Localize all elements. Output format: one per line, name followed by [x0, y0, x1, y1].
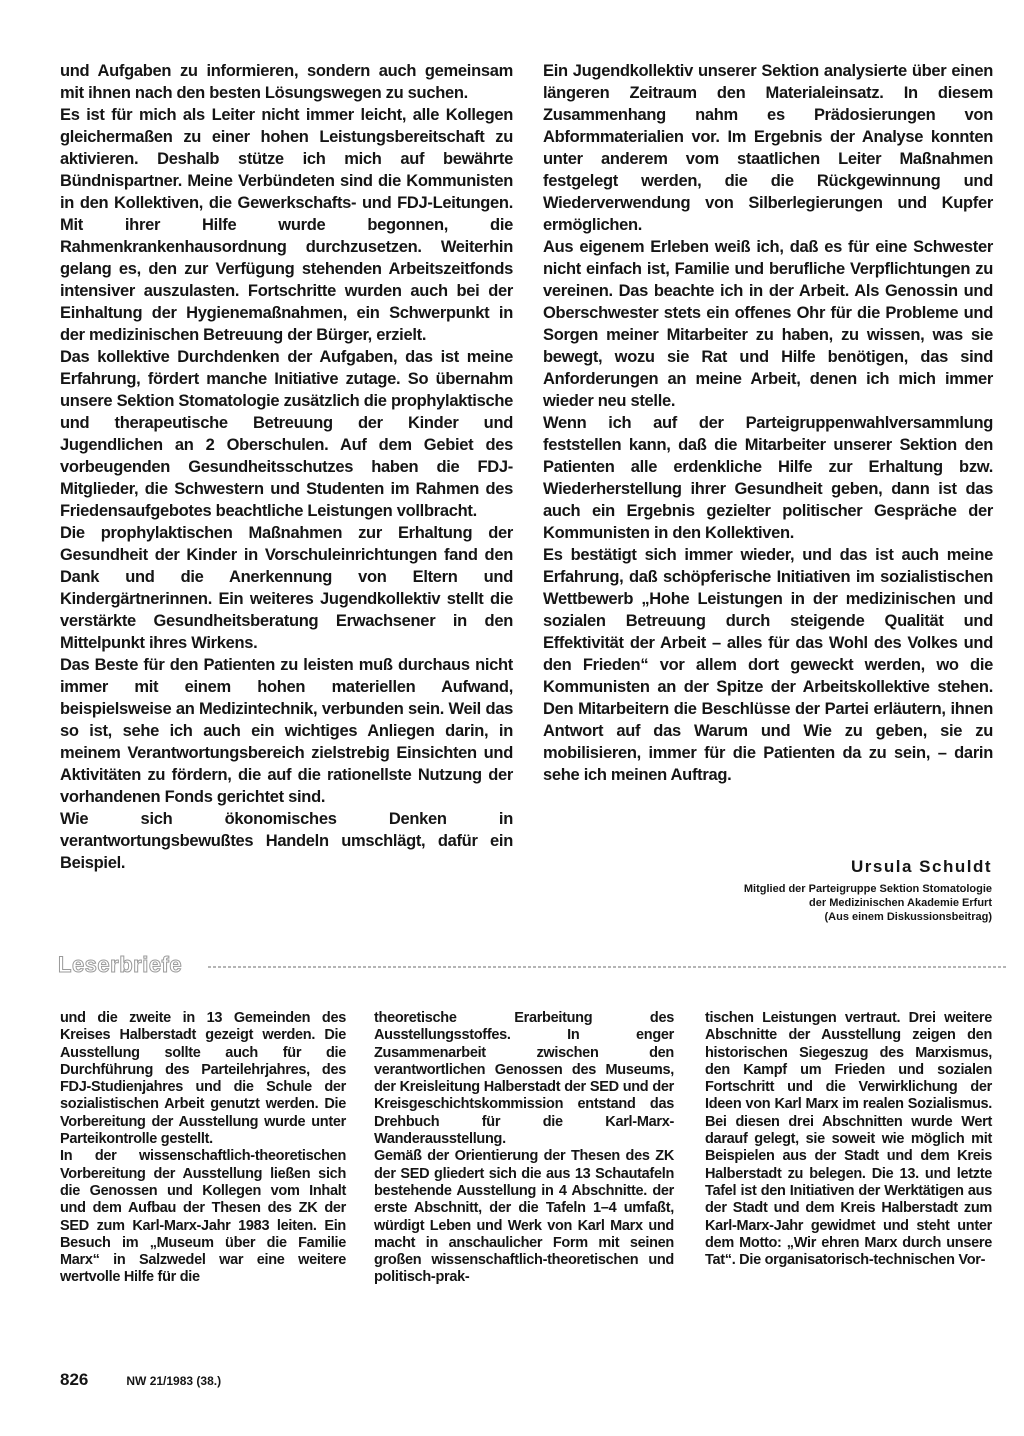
page-number: 826 — [60, 1370, 89, 1389]
section-header — [58, 952, 1008, 978]
letters-column-2 — [374, 1010, 674, 1287]
article-paragraph: Es bestätigt sich immer wieder, und das ist auch meine Erfahrung, daß schöpferische Initiativen im sozialistischen Wettbewerb „Hohe Leistungen in der medizinischen und sozialen Betreuung durch steigende Qualität und Effektivität der Arbeit – alles für das Wohl des Volkes und den Frieden“ vor allem dort geweckt werden, wo die Kommunisten an der Spitze der Arbeitskollektive stehen. Den Mitarbeitern die Beschlüsse der Partei erläutern, ihnen Antwort auf das Warum und Wie zu geben, sie zu mobilisieren, immer für die Patienten da zu sein, – darin sehe ich meinen Auftrag. — [543, 546, 993, 784]
section-title: Leserbriefe — [58, 952, 183, 977]
article-paragraph: Aus eigenem Erleben weiß ich, daß es für eine Schwester nicht einfach ist, Familie und berufliche Verpflichtungen zu vereinen. Das beachte ich in der Arbeit. Als Genossin und Oberschwester stets ein offenes Ohr für die Probleme und Sorgen meiner Mitarbeiter zu haben, zu wissen, was sie bewegt, wozu sie Rat und Hilfe benötigen, das sind Anforderungen an meine Arbeit, denen ich mich immer wieder neu stelle. — [543, 238, 993, 410]
article-paragraph: Es ist für mich als Leiter nicht immer leicht, alle Kollegen gleichermaßen zu einer hohen Leistungsbereitschaft zu aktivieren. Deshalb stütze ich mich auf bewährte Bündnispartner. Meine Verbündeten sind die Kommunisten in den Kollektiven, die Gewerkschafts- und FDJ-Leitungen. Mit ihrer Hilfe wurde begonnen, die Rahmenkrankenhausordnung durchzusetzen. Weiterhin gelang es, den zur Verfügung stehenden Arbeitszeitfonds intensiver auszulasten. Fortschritte wurden auch bei der Einhaltung der Hygienemaßnahmen, ein Schwerpunkt in der medizinischen Betreuung der Bürger, erzielt. — [60, 106, 513, 344]
letters-column-1 — [60, 1010, 346, 1287]
letters-paragraph: In der wissenschaftlich-theoretischen Vorbereitung der Ausstellung ließen sich die Genossen und Kollegen vom Inhalt und dem Aufbau der Thesen des ZK der SED zum Karl-Marx-Jahr 1983 leiten. Ein Besuch im „Museum über die Familie Marx“ in Salzwedel war eine weitere wertvolle Hilfe für die — [60, 1148, 346, 1286]
page-footer — [60, 1370, 221, 1390]
article-paragraph: Wie sich ökonomisches Denken in verantwortungsbewußtes Handeln umschlägt, dafür ein Beispiel. — [60, 810, 513, 872]
article-paragraph: Die prophylaktischen Maßnahmen zur Erhaltung der Gesundheit der Kinder in Vorschuleinrichtungen fand den Dank und die Anerkennung von Eltern und Kindergärtnerinnen. Ein weiteres Jugendkollektiv stellt die verstärkte Gesundheitsberatung Erwachsener in den Mittelpunkt ihres Wirkens. — [60, 524, 513, 652]
article-paragraph: Wenn ich auf der Parteigruppenwahlversammlung feststellen kann, daß die Mitarbeiter unserer Sektion den Patienten alle erdenkliche Hilfe zur Erhaltung bzw. Wiederherstellung ihrer Gesundheit geben, dann ist das auch ein Ergebnis gezielter politischer Gespräche der Kommunisten in den Kollektiven. — [543, 414, 993, 542]
article-signature — [640, 856, 992, 924]
article-paragraph: Das Beste für den Patienten zu leisten muß durchaus nicht immer mit einem hohen materiellen Aufwand, beispielsweise an Medizintechnik, verbunden sein. Weil das so ist, sehe ich auch ein wichtiges Anliegen darin, in meinem Verantwortungsbereich zielstrebig Einsichten und Aktivitäten zu fördern, die auf die rationellste Nutzung der vorhandenen Fonds gerichtet sind. — [60, 656, 513, 806]
affiliation-line: (Aus einem Diskussionsbeitrag) — [824, 911, 992, 923]
letters-paragraph: tischen Leistungen vertraut. Drei weitere Abschnitte der Ausstellung zeigen den historischen Siegeszug des Marxismus, den Kampf um Frieden und sozialen Fortschritt und die Verwirklichung der Ideen von Karl Marx im realen Sozialismus. Bei diesen drei Abschnitten wurde Wert darauf gelegt, sie soweit wie möglich mit Beispielen aus der Stadt und dem Kreis Halberstadt zu belegen. Die 13. und letzte Tafel ist den Initiativen der Werktätigen aus der Stadt und dem Kreis Halberstadt zum Karl-Marx-Jahr gewidmet und steht unter dem Motto: „Wir ehren Marx durch unsere Tat“. Die organisatorisch-technischen Vor- — [705, 1010, 992, 1269]
article-column-left — [60, 60, 513, 874]
article-column-right — [543, 60, 993, 786]
article-paragraph: Ein Jugendkollektiv unserer Sektion analysierte über einen längeren Zeitraum den Materialeinsatz. In diesem Zusammenhang nahm es Prädosierungen von Abformmaterialien vor. Im Ergebnis der Analyse konnten unter anderem vom staatlichen Leiter Maßnahmen festgelegt werden, die die Rückgewinnung und Wiederverwendung von Silberlegierungen und Kupfer ermöglichen. — [543, 62, 993, 234]
letters-paragraph: theoretische Erarbeitung des Ausstellungsstoffes. In enger Zusammenarbeit zwischen den verantwortlichen Genossen des Museums, der Kreisleitung Halberstadt der SED und der Kreisgeschichtskommission entstand das Drehbuch für die Karl-Marx-Wanderausstellung. — [374, 1010, 674, 1148]
article-paragraph: und Aufgaben zu informieren, sondern auch gemeinsam mit ihnen nach den besten Lösungswegen zu suchen. — [60, 62, 513, 102]
author-affiliation — [640, 882, 992, 924]
letters-column-3 — [705, 1010, 992, 1269]
issue-label: NW 21/1983 (38.) — [126, 1374, 222, 1388]
author-name: Ursula Schuldt — [851, 857, 992, 876]
letters-paragraph: Gemäß der Orientierung der Thesen des ZK der SED gliedert sich die aus 13 Schautafeln bestehende Ausstellung in 4 Abschnitte. der erste Abschnitt, der die Tafeln 1–4 umfaßt, würdigt Leben und Werk von Karl Marx und macht in anschaulicher Form mit seinen großen wissenschaftlich-theoretischen und politisch-prak- — [374, 1148, 674, 1286]
article-paragraph: Das kollektive Durchdenken der Aufgaben, das ist meine Erfahrung, fördert manche Initiative zutage. So übernahm unsere Sektion Stomatologie zusätzlich die prophylaktische und therapeutische Betreuung der Kinder und Jugendlichen an 2 Oberschulen. Auf dem Gebiet des vorbeugenden Gesundheitsschutzes haben die FDJ-Mitglieder, die Schwestern und Studenten im Rahmen des Friedensaufgebotes beachtliche Leistungen vollbracht. — [60, 348, 513, 520]
affiliation-line: der Medizinischen Akademie Erfurt — [809, 897, 992, 909]
affiliation-line: Mitglied der Parteigruppe Sektion Stomatologie — [743, 883, 992, 895]
section-divider — [208, 966, 1008, 968]
letters-paragraph: und die zweite in 13 Gemeinden des Kreises Halberstadt gezeigt werden. Die Ausstellung sollte auch für die Durchführung des Parteilehrjahres, des FDJ-Studienjahres und die Schule der sozialistischen Arbeit genutzt werden. Die Vorbereitung der Ausstellung wurde unter Parteikontrolle gestellt. — [60, 1010, 346, 1148]
